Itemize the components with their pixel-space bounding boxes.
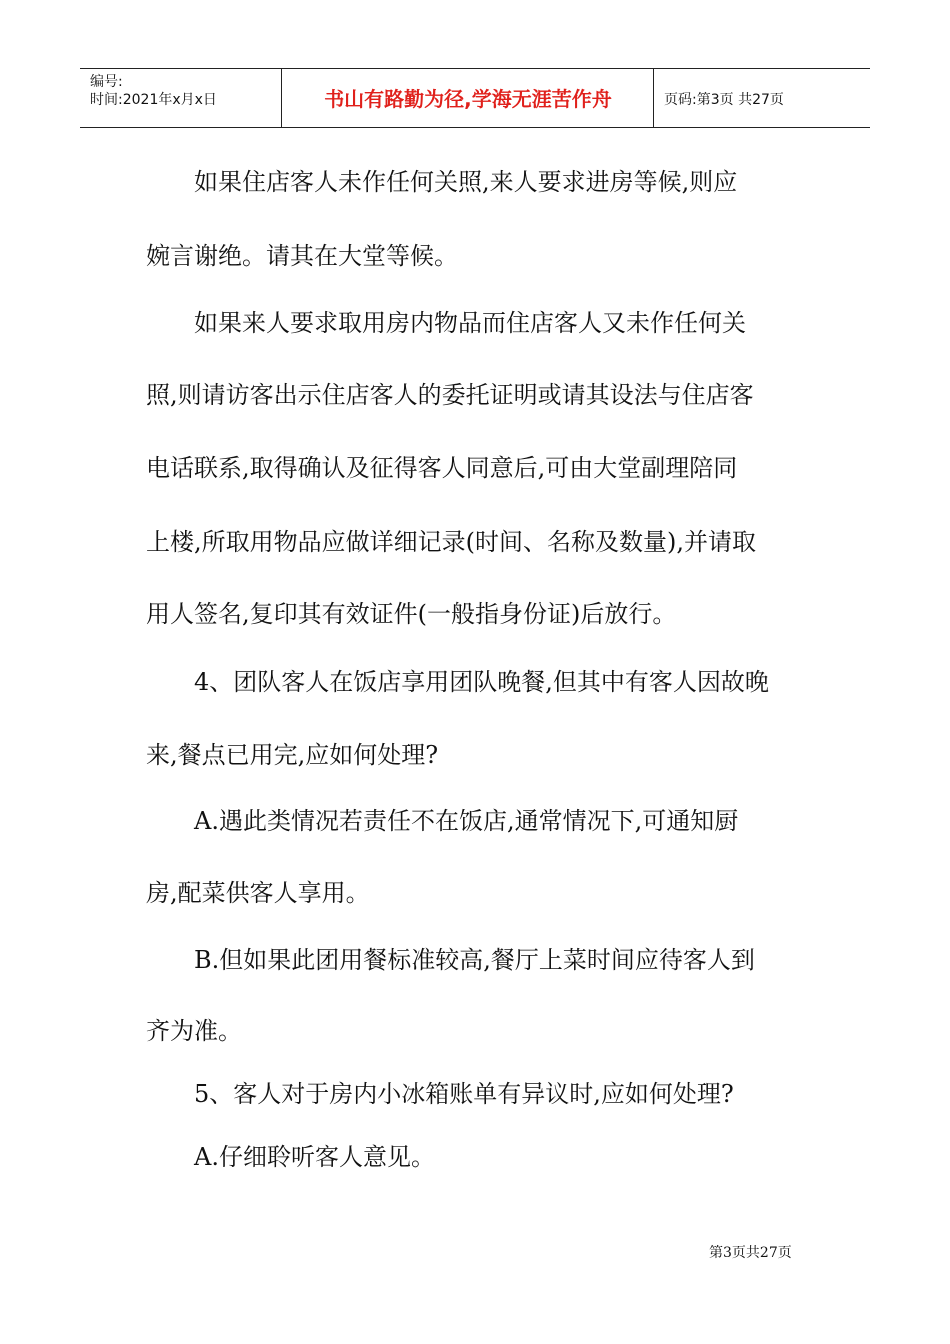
body-line: 如果住店客人未作任何关照,来人要求进房等候,则应 [146, 168, 738, 196]
body-line: 5、客人对于房内小冰箱账单有异议时,应如何处理? [146, 1080, 734, 1108]
header-page-cell [654, 69, 870, 127]
body-line: 用人签名,复印其有效证件(一般指身份证)后放行。 [146, 600, 677, 628]
body-line: 房,配菜供客人享用。 [146, 879, 370, 907]
header-motto: 书山有路勤为径,学海无涯苦作舟 [324, 87, 612, 111]
body-line: 如果来人要求取用房内物品而住店客人又未作任何关 [146, 309, 746, 337]
body-line: B.但如果此团用餐标准较高,餐厅上菜时间应待客人到 [146, 946, 755, 974]
body-line: 上楼,所取用物品应做详细记录(时间、名称及数量),并请取 [146, 528, 756, 556]
document-header [80, 68, 870, 128]
body-line: 照,则请访客出示住店客人的委托证明或请其设法与住店客 [146, 381, 754, 409]
body-line: 4、团队客人在饭店享用团队晚餐,但其中有客人因故晚 [146, 668, 769, 696]
footer-page-number: 第3页共27页 [709, 1245, 792, 1261]
body-line: 电话联系,取得确认及征得客人同意后,可由大堂副理陪同 [146, 454, 738, 482]
header-page-number: 页码:第3页 共27页 [664, 92, 784, 108]
header-motto-cell [282, 69, 654, 127]
body-line: A.仔细聆听客人意见。 [146, 1143, 435, 1171]
body-line: 齐为准。 [146, 1017, 242, 1045]
body-line: 婉言谢绝。请其在大堂等候。 [146, 242, 458, 270]
header-meta-cell [80, 69, 282, 127]
document-number-label: 编号: [90, 74, 123, 90]
body-line: 来,餐点已用完,应如何处理? [146, 741, 439, 769]
body-line: A.遇此类情况若责任不在饭店,通常情况下,可通知厨 [146, 807, 739, 835]
document-time-label: 时间:2021年x月x日 [90, 92, 217, 108]
